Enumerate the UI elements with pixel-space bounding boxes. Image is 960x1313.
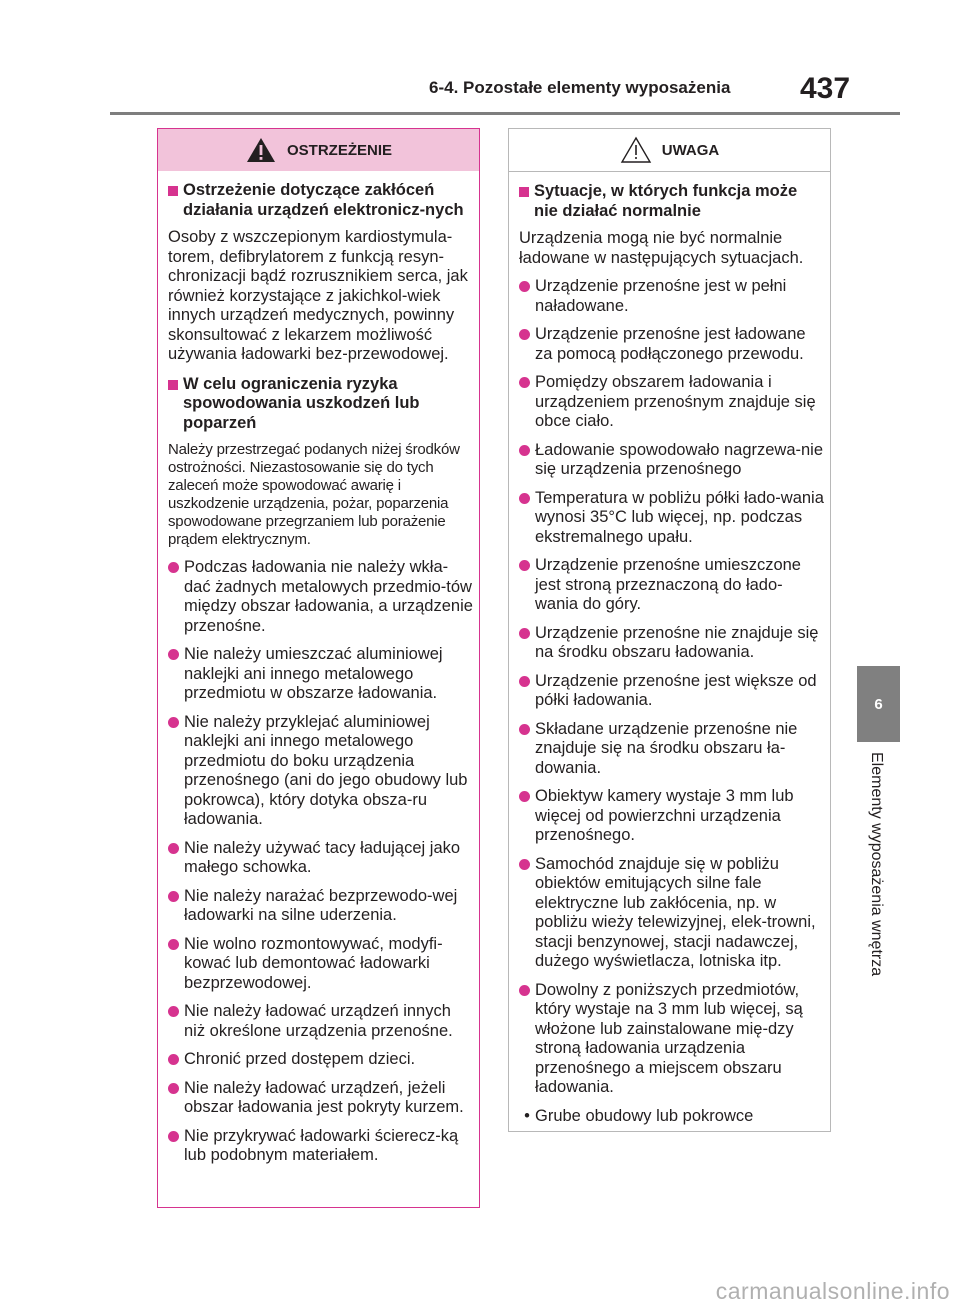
caution-box-title: UWAGA	[661, 141, 720, 159]
list-item: Ładowanie spowodowało nagrzewa-nie się urządzenia przenośnego	[519, 441, 824, 480]
list-item: Nie należy używać tacy ładującej jako małego schowka.	[168, 839, 473, 878]
sub-bullet-mark: •	[524, 1106, 530, 1125]
list-item: Nie należy umieszczać aluminiowej naklejki ani innego metalowego przedmiotu w obszarze ładowania.	[168, 645, 473, 704]
caution-box	[508, 128, 831, 1132]
list-item: Nie należy ładować urządzeń, jeżeli obszar ładowania jest pokryty kurzem.	[168, 1079, 473, 1118]
warning-bullet-list	[168, 558, 473, 1166]
circle-bullet-icon	[519, 676, 530, 687]
caution-box-body	[509, 172, 830, 1126]
circle-bullet-icon	[168, 1006, 179, 1017]
list-item: Nie przykrywać ładowarki ścierecz-ką lub podobnym materiałem.	[168, 1127, 473, 1166]
circle-bullet-icon	[519, 791, 530, 802]
warning-section-title: W celu ograniczenia ryzyka spowodowania uszkodzeń lub poparzeń	[168, 375, 473, 434]
circle-bullet-icon	[168, 939, 179, 950]
warning-box	[157, 128, 480, 1208]
list-item: Nie należy narażać bezprzewodo-wej ładowarki na silne uderzenia.	[168, 887, 473, 926]
circle-bullet-icon	[519, 329, 530, 340]
warning-box-title: OSTRZEŻENIE	[286, 141, 392, 159]
list-item: Urządzenie przenośne jest ładowane za pomocą podłączonego przewodu.	[519, 325, 824, 364]
circle-bullet-icon	[519, 859, 530, 870]
sub-list-item: • Grube obudowy lub pokrowce	[519, 1107, 824, 1127]
list-item: Obiektyw kamery wystaje 3 mm lub więcej od powierzchni urządzenia przenośnego.	[519, 787, 824, 846]
warning-paragraph: Osoby z wszczepionym kardiostymula-torem, defibrylatorem z funkcją resyn-chronizacji bądź rozrusznikiem serca, jak również korzystające z jakichkol-wiek innych urządzeń medycznych, powinny skonsultować z lekarzem możliwość używania ładowarki bez-przewodowej.	[168, 228, 468, 363]
circle-bullet-icon	[168, 891, 179, 902]
circle-bullet-icon	[168, 1083, 179, 1094]
warning-box-header	[158, 129, 479, 171]
circle-bullet-icon	[168, 843, 179, 854]
watermark: carmanualsonline.info	[715, 1278, 950, 1304]
circle-bullet-icon	[519, 493, 530, 504]
list-item: Urządzenie przenośne jest w pełni naładowane.	[519, 277, 824, 316]
caution-section-title: Sytuacje, w których funkcja może nie działać normalnie	[519, 182, 824, 221]
circle-bullet-icon	[519, 628, 530, 639]
circle-bullet-icon	[168, 562, 179, 573]
list-item: Nie wolno rozmontowywać, modyfi-kować lub demontować ładowarki bezprzewodowej.	[168, 935, 473, 994]
square-bullet-icon	[168, 186, 178, 196]
square-bullet-icon	[168, 380, 178, 390]
circle-bullet-icon	[519, 445, 530, 456]
square-bullet-icon	[519, 187, 529, 197]
warning-paragraph: Należy przestrzegać podanych niżej środków ostrożności. Niezastosowanie się do tych zaleceń może spowodować awarię i uszkodzenie urządzenia, pożar, poparzenia spowodowane przegrzaniem lub porażenie prądem elektrycznym.	[168, 441, 460, 548]
list-item: Samochód znajduje się w pobliżu obiektów emitujących silne fale elektryczne lub zakłócenia, np. w pobliżu wieży telewizyjnej, elek-trowni, stacji benzynowej, stacji nadawczej, dużego wyświetlacza, lotniska itp.	[519, 855, 824, 972]
list-item: Urządzenie przenośne umieszczone jest stroną przeznaczoną do łado-wania do góry.	[519, 556, 824, 615]
list-item: Urządzenie przenośne jest większe od półki ładowania.	[519, 672, 824, 711]
list-item: Urządzenie przenośne nie znajduje się na środku obszaru ładowania.	[519, 624, 824, 663]
list-item: Chronić przed dostępem dzieci.	[168, 1050, 473, 1070]
list-item: Temperatura w pobliżu półki łado-wania wynosi 35°C lub więcej, np. podczas ekstremalnego upału.	[519, 489, 824, 548]
caution-intro: Urządzenia mogą nie być normalnie ładowane w następujących sytuacjach.	[519, 229, 804, 267]
circle-bullet-icon	[519, 560, 530, 571]
circle-bullet-icon	[168, 1054, 179, 1065]
circle-bullet-icon	[168, 649, 179, 660]
chapter-label: Elementy wyposażenia wnętrza	[868, 752, 885, 977]
circle-bullet-icon	[519, 281, 530, 292]
header-divider	[110, 112, 900, 115]
page-number: 437	[800, 72, 851, 105]
list-item: Nie należy ładować urządzeń innych niż określone urządzenia przenośne.	[168, 1002, 473, 1041]
chapter-tab: 6	[857, 666, 900, 742]
caution-triangle-icon	[620, 136, 652, 164]
warning-section-title: Ostrzeżenie dotyczące zakłóceń działania urządzeń elektronicz-nych	[168, 181, 473, 220]
circle-bullet-icon	[519, 985, 530, 996]
list-item: Składane urządzenie przenośne nie znajduje się na środku obszaru ła-dowania.	[519, 720, 824, 779]
caution-box-header	[509, 129, 830, 172]
circle-bullet-icon	[519, 724, 530, 735]
circle-bullet-icon	[519, 377, 530, 388]
warning-triangle-icon	[245, 136, 277, 164]
circle-bullet-icon	[168, 1131, 179, 1142]
warning-box-body	[158, 171, 479, 1166]
list-item: Dowolny z poniższych przedmiotów, który wystaje na 3 mm lub więcej, są włożone lub zainstalowane mię-dzy stroną ładowania urządzenia przenośnego a miejscem obszaru ładowania.	[519, 981, 824, 1098]
circle-bullet-icon	[168, 717, 179, 728]
list-item: Nie należy przyklejać aluminiowej naklejki ani innego metalowego przedmiotu do boku urządzenia przenośnego (ani do jego obudowy lub pokrowca), który dotyka obsza-ru ładowania.	[168, 713, 473, 830]
list-item: Pomiędzy obszarem ładowania i urządzeniem przenośnym znajduje się obce ciało.	[519, 373, 824, 432]
caution-bullet-list	[519, 277, 824, 1126]
running-header: 6-4. Pozostałe elementy wyposażenia	[429, 78, 731, 97]
list-item: Podczas ładowania nie należy wkła-dać żadnych metalowych przedmio-tów między obszar ładowania, a urządzenie przenośne.	[168, 558, 473, 636]
